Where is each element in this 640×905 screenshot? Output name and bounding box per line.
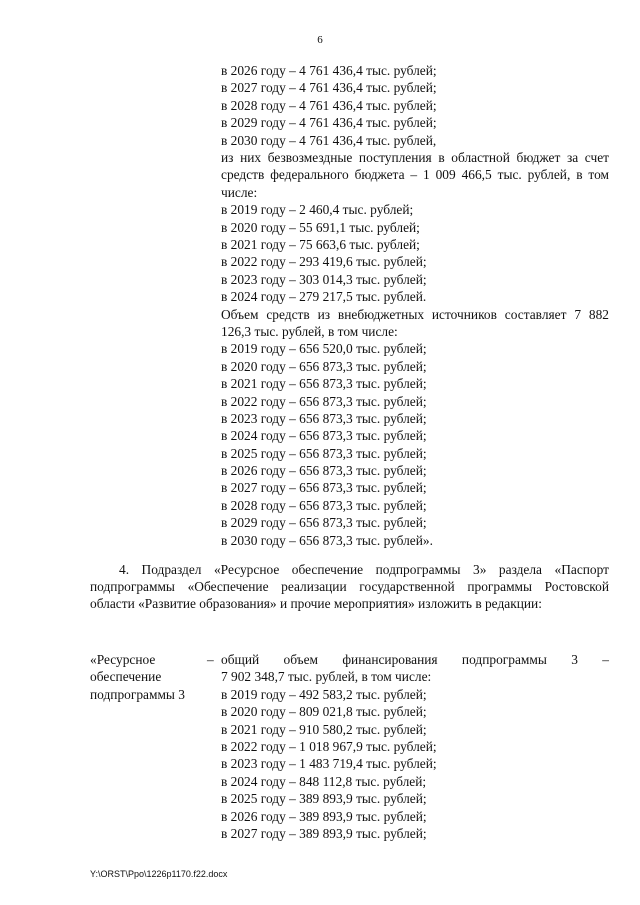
table-right-column [221, 651, 609, 842]
year-line: в 2020 году – 55 691,1 тыс. рублей; [221, 219, 420, 235]
year-line: в 2020 году – 809 021,8 тыс. рублей; [221, 704, 427, 720]
year-line: в 2022 году – 656 873,3 тыс. рублей; [221, 393, 427, 409]
year-line: в 2024 году – 848 112,8 тыс. рублей; [221, 773, 427, 789]
word: – [602, 652, 609, 667]
year-line: в 2021 году – 910 580,2 тыс. рублей; [221, 721, 427, 737]
year-line: в 2026 году – 4 761 436,4 тыс. рублей; [221, 63, 437, 78]
table-label-line: подпрограммы 3 [90, 686, 185, 702]
year-line: в 2026 году – 389 893,9 тыс. рублей; [221, 808, 427, 824]
page-number: 6 [317, 34, 323, 46]
table-dash: – [207, 652, 214, 667]
year-line: в 2028 году – 656 873,3 тыс. рублей; [221, 497, 427, 513]
word: подпрограммы [461, 652, 547, 667]
year-line: в 2025 году – 656 873,3 тыс. рублей; [221, 445, 427, 461]
block-b-list [221, 201, 609, 305]
footer-file-path: Y:\ORST\Ppo\1226p1170.f22.docx [90, 869, 228, 879]
year-line: в 2022 году – 1 018 967,9 тыс. рублей; [221, 738, 437, 754]
table-second-line: 7 902 348,7 тыс. рублей, в том числе: [221, 669, 432, 685]
word: общий [221, 652, 260, 667]
year-line: в 2030 году – 656 873,3 тыс. рублей». [221, 532, 433, 548]
table-first-line [221, 651, 609, 668]
year-line: в 2023 году – 656 873,3 тыс. рублей; [221, 410, 427, 426]
word: финансирования [342, 652, 438, 667]
year-line: в 2026 году – 656 873,3 тыс. рублей; [221, 463, 427, 479]
year-line: в 2019 году – 656 520,0 тыс. рублей; [221, 341, 427, 357]
year-line: в 2019 году – 2 460,4 тыс. рублей; [221, 202, 414, 218]
word: 3 [571, 652, 578, 667]
year-line: в 2021 году – 75 663,6 тыс. рублей; [221, 236, 420, 252]
year-line: в 2030 году – 4 761 436,4 тыс. рублей, [221, 132, 437, 148]
section-4-paragraph: 4. Подраздел «Ресурсное обеспечение подпрограммы 3» раздела «Паспорт подпрограммы «Обеспечение реализации государственной программы Ростовской области «Развитие образования» и прочие мероприятия» изложить в редакции: [90, 562, 609, 612]
year-line: в 2027 году – 656 873,3 тыс. рублей; [221, 480, 427, 496]
year-line: в 2023 году – 1 483 719,4 тыс. рублей; [221, 756, 437, 772]
table-years-list [221, 686, 609, 843]
year-line: в 2020 году – 656 873,3 тыс. рублей; [221, 358, 427, 374]
year-line: в 2024 году – 279 217,5 тыс. рублей. [221, 289, 427, 305]
block-a-list [221, 62, 609, 149]
year-line: в 2025 году – 389 893,9 тыс. рублей; [221, 791, 427, 807]
year-line: в 2019 году – 492 583,2 тыс. рублей; [221, 686, 427, 702]
year-line: в 2029 году – 4 761 436,4 тыс. рублей; [221, 115, 437, 131]
word: объем [283, 652, 319, 667]
year-line: в 2027 году – 4 761 436,4 тыс. рублей; [221, 80, 437, 96]
federal-paragraph: из них безвозмездные поступления в областной бюджет за счет средств федерального бюджета – 1 009 466,5 тыс. рублей, в том числе: [221, 149, 609, 200]
table-left-label [90, 651, 202, 703]
year-line: в 2023 году – 303 014,3 тыс. рублей; [221, 271, 427, 287]
table-label-line: «Ресурсное [90, 652, 156, 667]
offbudget-paragraph: Объем средств из внебюджетных источников составляет 7 882 126,3 тыс. рублей, в том числе: [221, 306, 609, 339]
year-line: в 2028 году – 4 761 436,4 тыс. рублей; [221, 97, 437, 113]
table-label-line: обеспечение [90, 669, 162, 685]
year-line: в 2024 году – 656 873,3 тыс. рублей; [221, 428, 427, 444]
funding-text-block [221, 62, 609, 549]
block-c-list [221, 340, 609, 549]
year-line: в 2021 году – 656 873,3 тыс. рублей; [221, 376, 427, 392]
year-line: в 2022 году – 293 419,6 тыс. рублей; [221, 254, 427, 270]
year-line: в 2029 году – 656 873,3 тыс. рублей; [221, 515, 427, 531]
year-line: в 2027 году – 389 893,9 тыс. рублей; [221, 825, 427, 841]
